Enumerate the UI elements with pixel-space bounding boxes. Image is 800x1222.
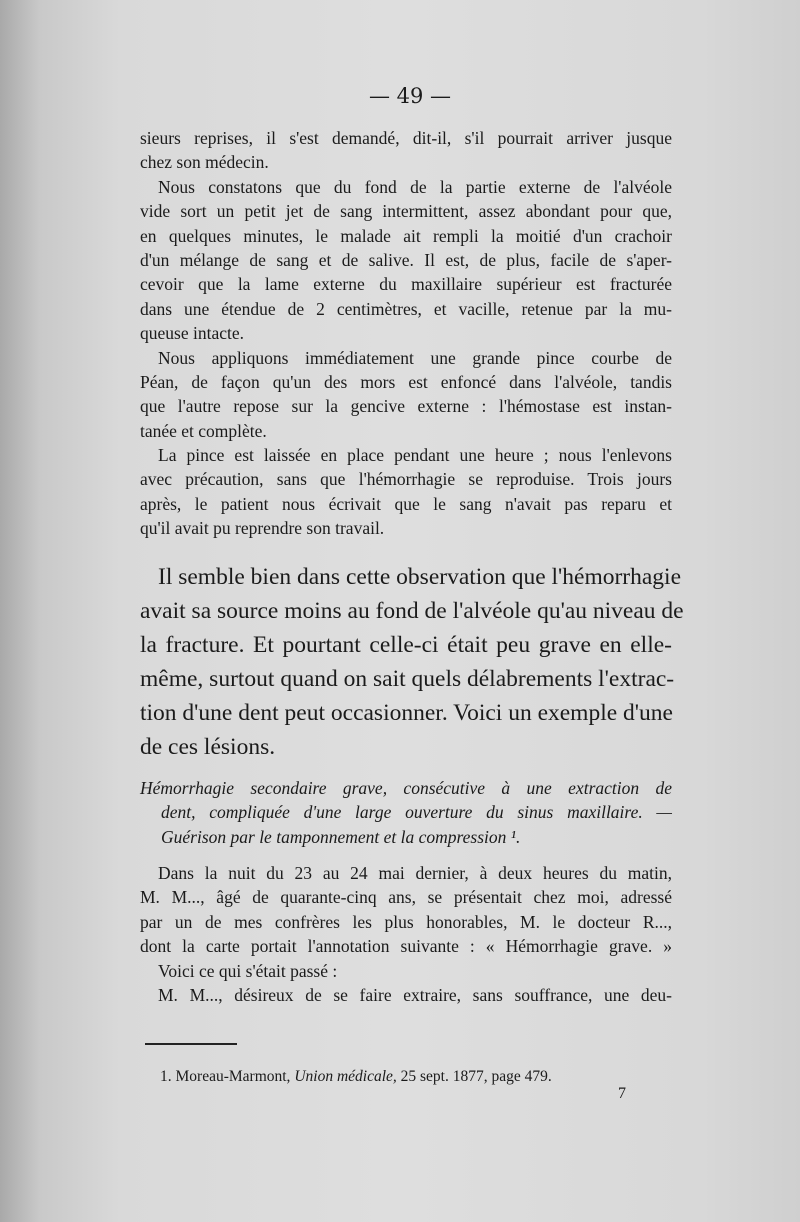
text-line: La pince est laissée en place pendant une heure ; nous l'enlevons bbox=[158, 445, 672, 466]
footnote-journal: Union médicale, bbox=[294, 1068, 397, 1085]
text-line: dent, compliquée d'une large ouverture du sinus maxillaire. — bbox=[161, 802, 672, 823]
body-text-bottom bbox=[140, 861, 672, 1007]
text-line: avait sa source moins au fond de l'alvéole qu'au niveau de bbox=[140, 598, 684, 624]
text-line: que l'autre repose sur la gencive externe : l'hémostase est instan- bbox=[140, 396, 672, 417]
text-line: tanée et complète. bbox=[140, 420, 267, 441]
text-line: de ces lésions. bbox=[140, 734, 276, 760]
text-line: Péan, de façon qu'un des mors est enfoncé dans l'alvéole, tandis bbox=[140, 371, 672, 392]
large-paragraph bbox=[140, 560, 684, 764]
text-line: Guérison par le tamponnement et la compression ¹. bbox=[161, 826, 521, 847]
footnote-rest: 25 sept. 1877, page 479. bbox=[396, 1068, 552, 1085]
text-line: qu'il avait pu reprendre son travail. bbox=[140, 518, 385, 539]
text-line: avec précaution, sans que l'hémorrhagie se reproduise. Trois jours bbox=[140, 469, 672, 490]
text-line: M. M..., désireux de se faire extraire, sans souffrance, une deu- bbox=[158, 984, 672, 1005]
footnote-prefix: 1. Moreau-Marmont, bbox=[160, 1068, 295, 1085]
text-line: tion d'une dent peut occasionner. Voici un exemple d'une bbox=[140, 700, 673, 726]
text-line: sieurs reprises, il s'est demandé, dit-il, s'il pourrait arriver jusque bbox=[140, 128, 672, 148]
page-number: — 49 — bbox=[368, 84, 452, 108]
footnote bbox=[160, 1068, 552, 1086]
case-title bbox=[140, 776, 672, 849]
text-line: d'un mélange de sang et de salive. Il est, de plus, facile de s'aper- bbox=[140, 249, 672, 270]
text-line: par un de mes confrères les plus honorables, M. le docteur R..., bbox=[140, 911, 672, 932]
text-line: Nous constatons que du fond de la partie externe de l'alvéole bbox=[158, 176, 672, 197]
text-line: Voici ce qui s'était passé : bbox=[158, 960, 338, 981]
text-line: cevoir que la lame externe du maxillaire supérieur est fracturée bbox=[140, 274, 672, 295]
text-line: vide sort un petit jet de sang intermittent, assez abondant pour que, bbox=[140, 201, 672, 222]
text-line: Nous appliquons immédiatement une grande pince courbe de bbox=[158, 347, 672, 368]
text-line: en quelques minutes, le malade ait rempli la moitié d'un crachoir bbox=[140, 225, 672, 246]
text-line: chez son médecin. bbox=[140, 152, 269, 173]
text-line: Il semble bien dans cette observation que l'hémorrhagie bbox=[158, 564, 682, 590]
signature-mark: 7 bbox=[618, 1085, 626, 1102]
body-text-top bbox=[140, 126, 672, 541]
text-line: la fracture. Et pourtant celle-ci était peu grave en elle- bbox=[140, 632, 672, 658]
text-line: queuse intacte. bbox=[140, 323, 244, 344]
footnote-rule bbox=[145, 1043, 237, 1045]
text-line: M. M..., âgé de quarante-cinq ans, se présentait chez moi, adressé bbox=[140, 887, 672, 908]
text-line: Hémorrhagie secondaire grave, consécutive à une extraction de bbox=[140, 778, 672, 798]
text-line: dans une étendue de 2 centimètres, et vacille, retenue par la mu- bbox=[140, 298, 672, 319]
text-line: dont la carte portait l'annotation suivante : « Hémorrhagie grave. » bbox=[140, 936, 672, 957]
text-line: après, le patient nous écrivait que le sang n'avait pas reparu et bbox=[140, 493, 672, 514]
text-line: même, surtout quand on sait quels délabrements l'extrac- bbox=[140, 666, 675, 692]
text-line: Dans la nuit du 23 au 24 mai dernier, à deux heures du matin, bbox=[158, 863, 672, 883]
